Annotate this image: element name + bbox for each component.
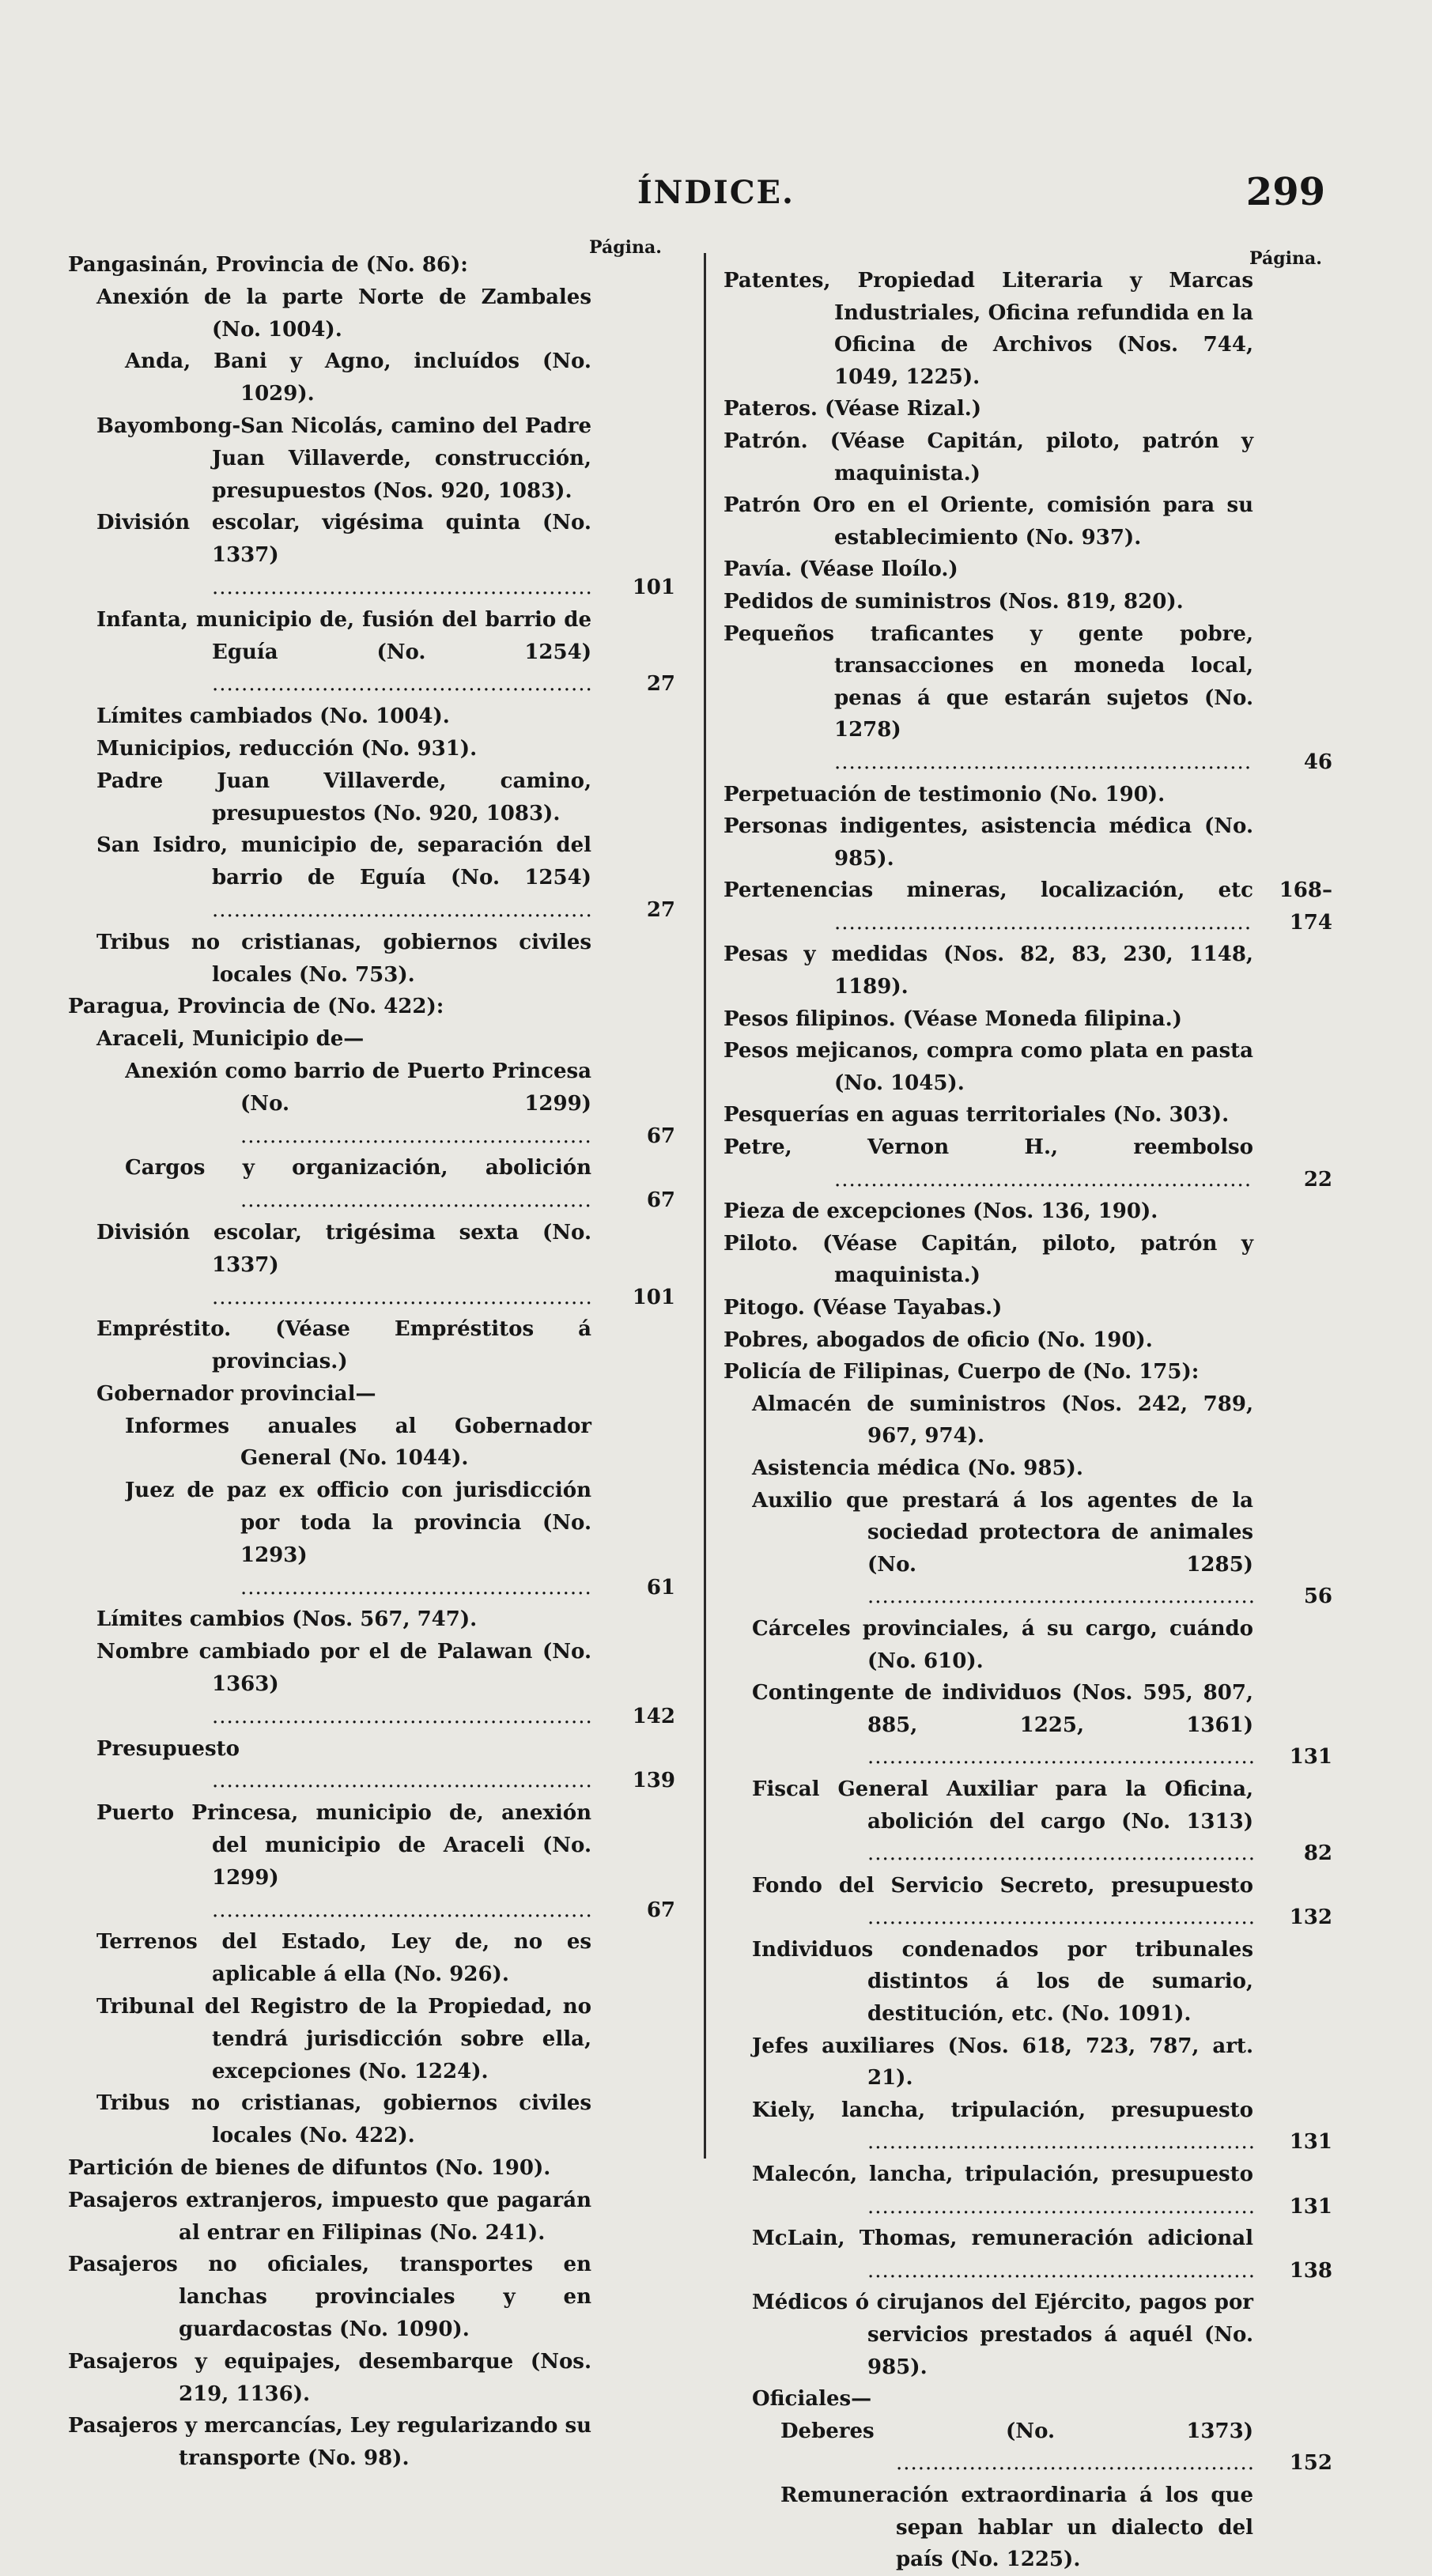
index-entry-text: Pesas y medidas (Nos. 82, 83, 230, 1148, 1189). [724,942,1253,999]
index-entry-text: Piloto. (Véase Capitán, piloto, patrón y maquinista.) [724,1231,1253,1288]
index-entry [68,991,675,1023]
index-entry-text: Individuos condenados por tribunales distintos á los de sumario, destitución, etc. (No. 1091). [752,1937,1253,2026]
index-entry-page: 61 [646,1575,675,1600]
index-entry [724,618,1332,779]
index-entry-text: Personas indigentes, asistencia médica (No. 985). [724,814,1253,871]
index-entry-text: Partición de bienes de difuntos (No. 190). [68,2156,551,2181]
index-entry [96,1797,675,1926]
index-entry [724,489,1332,553]
running-title: ÍNDICE. [637,174,795,211]
index-entry-text: Pequeños traficantes y gente pobre, transacciones en moneda local, penas á que estarán sujetos (No. 1278) ..... [724,618,1253,779]
index-entry-text: Puerto Princesa, municipio de, anexión del municipio de Araceli (No. 1299) ..... [96,1797,591,1926]
index-entry-text: Petre, Vernon H., reembolso ..... [724,1131,1253,1195]
index-entry [752,2383,1332,2415]
index-entry-text: Pasajeros y equipajes, desembarque (Nos. 219, 1136). [68,2349,591,2406]
index-entry-text: Patrón Oro en el Oriente, comisión para su establecimiento (No. 937). [724,493,1253,550]
column-divider [704,253,706,2159]
left-index-column [68,249,675,2475]
index-entry-text: Anexión como barrio de Puerto Princesa (No. 1299) ..... [125,1056,591,1152]
index-entry [68,2249,675,2345]
index-entry-text: Malecón, lancha, tripulación, presupuesto ..... [752,2159,1253,2223]
index-entry-text: Infanta, municipio de, fusión del barrio de Eguía (No. 1254) ..... [96,604,591,701]
index-entry [724,1228,1332,1292]
index-entry-text: Tribus no cristianas, gobiernos civiles locales (No. 753). [96,930,591,987]
index-entry [724,393,1332,425]
index-entry [724,1356,1332,1388]
index-entry [752,1452,1332,1485]
index-entry [96,604,675,701]
index-entry [96,281,675,346]
index-entry-text: Pasajeros y mercancías, Ley regularizando su transporte (No. 98). [68,2414,591,2471]
index-entry [724,1292,1332,1324]
index-entry-text: Araceli, Municipio de— [96,1027,365,1052]
index-entry-text: Perpetuación de testimonio (No. 190). [724,782,1166,806]
index-entry [96,1991,675,2087]
index-entry [96,701,675,733]
index-entry [752,2287,1332,2383]
index-entry [96,1603,675,1636]
index-entry-page: 67 [646,1188,675,1213]
index-entry-text: Patentes, Propiedad Literaria y Marcas Industriales, Oficina refundida en la Oficina de Archivos (Nos. 744, 1049, 1225). [724,269,1253,389]
index-entry-text: Juez de paz ex officio con jurisdicción por toda la provincia (No. 1293) ..... [125,1475,591,1603]
index-entry [752,1870,1332,1934]
left-column-header: Página. [589,237,662,258]
index-entry-page: 152 [1289,2451,1332,2476]
index-entry-text: Nombre cambiado por el de Palawan (No. 1363) ..... [96,1636,591,1732]
index-entry-text: Pesos mejicanos, compra como plata en pasta (No. 1045). [724,1039,1253,1095]
index-entry [96,765,675,830]
index-entry-page: 139 [632,1769,675,1793]
index-entry-page: 67 [646,1124,675,1148]
index-entry-text: Pitogo. (Véase Tayabas.) [724,1296,1003,1320]
index-entry-text: Terrenos del Estado, Ley de, no es aplicable á ella (No. 926). [96,1930,591,1987]
index-entry-text: Pesos filipinos. (Véase Moneda filipina.) [724,1007,1182,1031]
index-entry-text: Tribus no cristianas, gobiernos civiles locales (No. 422). [96,2091,591,2148]
index-entry [96,1926,675,1991]
index-entry [752,2094,1332,2159]
index-entry-text: Jefes auxiliares (Nos. 618, 723, 787, art. 21). [752,2034,1253,2091]
index-entry [96,1636,675,1732]
index-entry-page: 22 [1303,1167,1332,1192]
index-entry-page: 101 [632,1285,675,1309]
index-entry [96,733,675,765]
index-entry-text: Límites cambios (Nos. 567, 747). [96,1607,478,1632]
index-entry [96,507,675,603]
index-entry-text: Pangasinán, Provincia de (No. 86): [68,253,468,277]
index-entry-text: Límites cambiados (No. 1004). [96,704,450,729]
index-entry-text: Padre Juan Villaverde, camino, presupuestos (No. 920, 1083). [96,769,591,825]
index-entry [125,346,675,410]
index-entry [68,2346,675,2411]
index-entry-page: 27 [646,897,675,922]
index-entry-page: 132 [1289,1906,1332,1930]
index-entry [752,2159,1332,2223]
index-entry [68,2185,675,2249]
index-entry-text: Pieza de excepciones (Nos. 136, 190). [724,1199,1158,1224]
index-entry-text: Asistencia médica (No. 985). [752,1456,1083,1480]
index-entry-page: 82 [1303,1841,1332,1866]
index-entry [752,1388,1332,1452]
index-entry [96,1023,675,1056]
right-column-header: Página. [1249,248,1322,269]
index-entry [724,553,1332,586]
index-entry [96,1378,675,1411]
index-entry [96,927,675,991]
index-entry [724,1035,1332,1099]
index-entry-text: Pesquerías en aguas territoriales (No. 303). [724,1103,1230,1127]
index-entry-text: Bayombong-San Nicolás, camino del Padre Juan Villaverde, construcción, presupuestos (Nos. 920, 1083). [96,414,591,503]
index-entry-text: Informes anuales al Gobernador General (No. 1044). [125,1414,591,1471]
index-entry [68,2410,675,2475]
index-entry [724,939,1332,1003]
index-entry [724,425,1332,489]
index-entry-text: Anda, Bani y Agno, incluídos (No. 1029). [125,349,591,406]
index-entry-text: Presupuesto ..... [96,1733,591,1798]
index-entry [724,265,1332,393]
index-entry [68,2152,675,2185]
index-entry [724,779,1332,811]
index-entry-text: Kiely, lancha, tripulación, presupuesto ..... [752,2094,1253,2159]
index-entry-text: Pasajeros no oficiales, transportes en lanchas provinciales y en guardacostas (No. 1090). [68,2253,591,2341]
index-entry [752,1934,1332,2030]
index-entry [724,1099,1332,1131]
index-entry [752,1613,1332,1677]
index-entry-text: Auxilio que prestará á los agentes de la sociedad protectora de animales (No. 1285) ..... [752,1485,1253,1613]
index-entry-text: Pasajeros extranjeros, impuesto que pagarán al entrar en Filipinas (No. 241). [68,2188,591,2245]
index-entry-text: Tribunal del Registro de la Propiedad, no tendrá jurisdicción sobre ella, excepciones (No. 1224). [96,1995,591,2083]
index-entry-text: Médicos ó cirujanos del Ejército, pagos por servicios prestados á aquél (No. 985). [752,2291,1253,2379]
index-entry-text: Pertenencias mineras, localización, etc ..... [724,874,1253,939]
index-entry-text: Oficiales— [752,2387,872,2412]
index-entry-page: 142 [632,1704,675,1728]
index-entry [68,249,675,281]
page-number: 299 [1245,170,1325,214]
index-entry-text: San Isidro, municipio de, separación del barrio de Eguía (No. 1254) ..... [96,829,591,926]
index-entry-page: 27 [646,672,675,697]
index-entry-page: 138 [1289,2258,1332,2283]
index-entry [125,1411,675,1475]
index-entry-text: Fiscal General Auxiliar para la Oficina, abolición del cargo (No. 1313) ..... [752,1773,1253,1870]
index-entry [96,1313,675,1378]
index-entry-text: Deberes (No. 1373) ..... [780,2415,1253,2480]
index-entry-text: Fondo del Servicio Secreto, presupuesto ..... [752,1870,1253,1934]
right-index-column [724,265,1332,2576]
index-entry [780,2480,1332,2576]
index-entry [724,1195,1332,1228]
index-entry [752,1485,1332,1613]
index-entry [752,2223,1332,2287]
index-entry [125,1056,675,1152]
index-entry [96,829,675,926]
index-entry-text: Empréstito. (Véase Empréstitos á provincias.) [96,1317,591,1374]
index-entry [96,410,675,507]
index-entry-page: 131 [1289,1745,1332,1770]
index-entry-page: 131 [1289,2194,1332,2219]
index-entry-text: Patrón. (Véase Capitán, piloto, patrón y maquinista.) [724,429,1253,485]
index-entry [724,810,1332,874]
index-entry [125,1152,675,1217]
index-entry-text: Policía de Filipinas, Cuerpo de (No. 175): [724,1360,1200,1384]
index-entry [724,1131,1332,1195]
index-entry-text: Municipios, reducción (No. 931). [96,736,478,761]
index-entry [724,1003,1332,1036]
index-entry-text: División escolar, vigésima quinta (No. 1337) ..... [96,507,591,603]
index-entry-page: 56 [1303,1585,1332,1609]
index-entry-text: Pedidos de suministros (Nos. 819, 820). [724,589,1184,614]
index-entry [724,1324,1332,1357]
index-entry-text: Almacén de suministros (Nos. 242, 789, 967, 974). [752,1392,1253,1449]
index-entry-text: División escolar, trigésima sexta (No. 1337) ..... [96,1217,591,1313]
index-entry-text: Pateros. (Véase Rizal.) [724,397,982,421]
index-entry [752,2030,1332,2094]
index-entry [96,2087,675,2152]
index-entry-text: Remuneración extraordinaria á los que sepan hablar un dialecto del país (No. 1225). [780,2483,1253,2572]
index-entry [96,1733,675,1798]
index-entry-text: Gobernador provincial— [96,1381,376,1406]
index-entry-text: Contingente de individuos (Nos. 595, 807, 885, 1225, 1361) ..... [752,1677,1253,1773]
index-entry-text: Anexión de la parte Norte de Zambales (No. 1004). [96,285,591,342]
index-entry-page: 168–174 [1279,878,1332,935]
index-entry [780,2415,1332,2480]
index-entry-text: Pavía. (Véase Iloílo.) [724,557,958,582]
index-entry-text: Cárceles provinciales, á su cargo, cuándo (No. 610). [752,1616,1253,1673]
index-entry-page: 131 [1289,2130,1332,2155]
index-entry [724,586,1332,618]
index-entry [96,1217,675,1313]
index-entry [752,1677,1332,1773]
index-entry [125,1475,675,1603]
index-entry [752,1773,1332,1870]
index-entry-text: Paragua, Provincia de (No. 422): [68,995,444,1019]
index-entry-page: 67 [646,1898,675,1922]
index-entry-text: Cargos y organización, abolición ..... [125,1152,591,1217]
index-entry-page: 101 [632,575,675,599]
index-entry-page: 46 [1303,750,1332,774]
index-entry-text: McLain, Thomas, remuneración adicional ..... [752,2223,1253,2287]
index-entry [724,874,1332,939]
index-entry-text: Pobres, abogados de oficio (No. 190). [724,1328,1153,1352]
